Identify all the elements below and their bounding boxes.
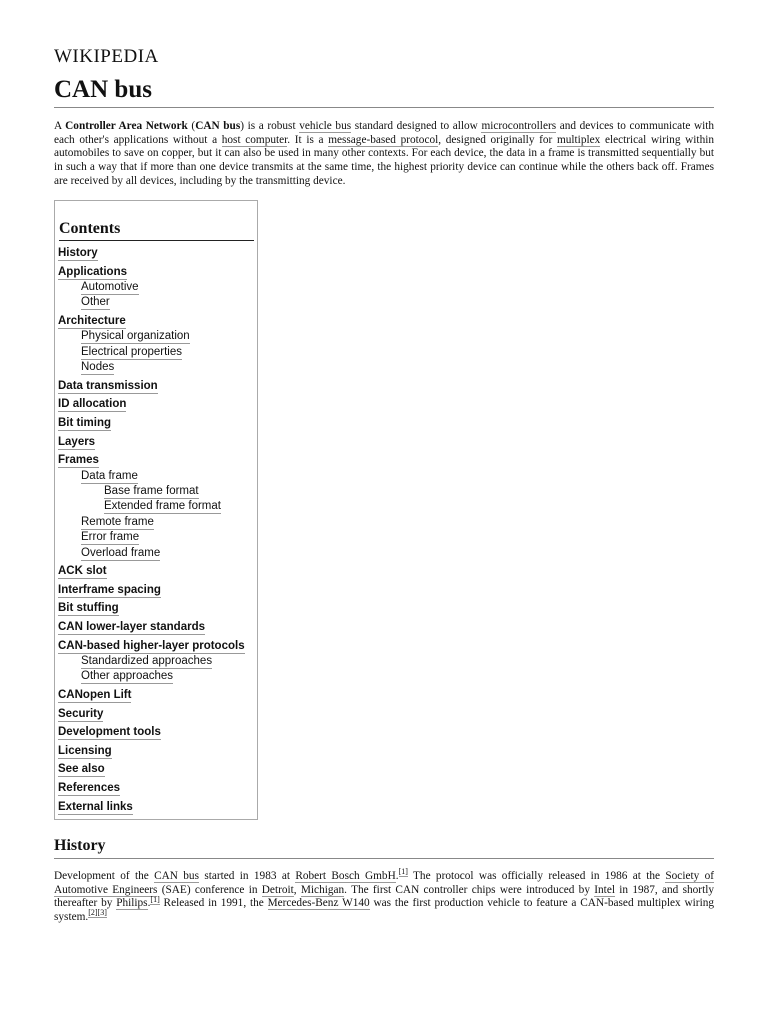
- link-microcontrollers[interactable]: microcontrollers: [481, 120, 557, 132]
- toc-item-bit-stuffing[interactable]: Bit stuffing: [58, 602, 119, 614]
- history-text: ,: [293, 883, 301, 896]
- toc-item-physical-organization[interactable]: Physical organization: [81, 330, 190, 342]
- link-message-based-protocol[interactable]: message-based protocol: [328, 133, 439, 146]
- toc-item-data-frame[interactable]: Data frame: [81, 470, 138, 482]
- history-text: Released in 1991, the: [159, 897, 268, 910]
- link-can-bus[interactable]: CAN bus: [154, 870, 199, 882]
- section-heading-history: History: [54, 837, 106, 854]
- toc-item-error-frame[interactable]: Error frame: [81, 531, 140, 543]
- lead-text: electrical wiring within automobiles to save on copper, but it can also be used in many other contexts. For each device, the data in a frame is transmitted sequentially but in such a way that if more than one device transmits at the same time, the highest priority device can continue while the others back off. Frames are received by all devices, including by the transmitting device.: [54, 133, 715, 187]
- history-text: .: [395, 870, 399, 882]
- toc-item-remote-frame[interactable]: Remote frame: [81, 516, 154, 528]
- link-society-of-automotive-engineers[interactable]: Society of Automotive Engineers: [54, 870, 715, 896]
- link-michigan[interactable]: Michigan: [300, 883, 345, 896]
- link-vehicle-bus[interactable]: vehicle bus: [299, 120, 352, 132]
- lead-text: standard designed to allow: [351, 120, 482, 132]
- toc-item-see-also[interactable]: See also: [58, 763, 105, 775]
- toc-item-interframe-spacing[interactable]: Interframe spacing: [58, 584, 161, 596]
- toc-item-history[interactable]: History: [58, 247, 98, 259]
- lead-text: , designed originally for: [438, 133, 557, 146]
- toc-item-automotive[interactable]: Automotive: [81, 281, 139, 293]
- toc-item-data-transmission[interactable]: Data transmission: [58, 380, 158, 392]
- link-multiplex[interactable]: multiplex: [556, 133, 601, 146]
- history-text: Development of the: [54, 870, 155, 882]
- citation-link[interactable]: [2][3]: [88, 908, 107, 918]
- toc-item-external-links[interactable]: External links: [58, 801, 133, 813]
- toc-item-applications[interactable]: Applications: [58, 266, 128, 278]
- lead-text: (: [187, 120, 196, 132]
- toc-item-standardized-approaches[interactable]: Standardized approaches: [81, 655, 213, 667]
- toc-item-canopen-lift[interactable]: CANopen Lift: [58, 689, 132, 701]
- history-paragraph: [54, 867, 715, 925]
- lead-term-can-bus: CAN bus: [195, 120, 241, 132]
- toc-title: Contents: [59, 219, 254, 241]
- history-text: was the first production vehicle to feature a CAN-based multiplex wiring system.: [54, 897, 715, 924]
- wikipedia-wordmark[interactable]: WIKIPEDIA: [54, 46, 159, 67]
- toc-item-nodes[interactable]: Nodes: [81, 361, 115, 373]
- toc-item-other-approaches[interactable]: Other approaches: [81, 670, 174, 682]
- history-text: .: [147, 897, 151, 910]
- toc-item-layers[interactable]: Layers: [58, 436, 96, 448]
- history-text: The protocol was officially released in 1986 at the: [407, 870, 666, 882]
- toc-item-base-frame-format[interactable]: Base frame format: [104, 485, 199, 497]
- toc-item-architecture[interactable]: Architecture: [58, 315, 126, 327]
- lead-text: . It is a: [287, 133, 329, 146]
- toc-item-references[interactable]: References: [58, 782, 121, 794]
- link-mercedes-benz-w140[interactable]: Mercedes-Benz W140: [267, 897, 370, 910]
- toc-item-licensing[interactable]: Licensing: [58, 745, 112, 757]
- table-of-contents: [54, 200, 258, 820]
- toc-item-can-lower-layer-standards[interactable]: CAN lower-layer standards: [58, 621, 205, 633]
- toc-item-overload-frame[interactable]: Overload frame: [81, 547, 161, 559]
- toc-item-can-based-higher-layer-protocols[interactable]: CAN-based higher-layer protocols: [58, 640, 245, 652]
- lead-text: A: [54, 120, 66, 132]
- link-robert-bosch[interactable]: Robert Bosch GmbH: [295, 870, 396, 882]
- citation-link[interactable]: [1]: [398, 867, 408, 877]
- link-philips[interactable]: Philips: [116, 897, 148, 910]
- lead-term-controller-area-network: Controller Area Network: [65, 120, 188, 132]
- lead-text: ) is a robust: [240, 120, 300, 132]
- toc-item-extended-frame-format[interactable]: Extended frame format: [104, 500, 221, 512]
- history-text: (SAE) conference in: [157, 883, 262, 896]
- toc-item-ack-slot[interactable]: ACK slot: [58, 565, 107, 577]
- toc-item-bit-timing[interactable]: Bit timing: [58, 417, 112, 429]
- link-intel[interactable]: Intel: [594, 883, 615, 896]
- toc-item-electrical-properties[interactable]: Electrical properties: [81, 346, 182, 358]
- link-detroit[interactable]: Detroit: [261, 883, 294, 896]
- history-text: . The first CAN controller chips were introduced by: [344, 883, 595, 896]
- section-divider: [54, 858, 714, 859]
- toc-item-id-allocation[interactable]: ID allocation: [58, 398, 127, 410]
- toc-item-security[interactable]: Security: [58, 708, 104, 720]
- page-title: CAN bus: [54, 76, 152, 103]
- toc-item-frames[interactable]: Frames: [58, 454, 99, 466]
- lead-text: and devices to communicate with each other's applications without a: [54, 120, 715, 146]
- link-host-computer[interactable]: host computer: [221, 133, 288, 146]
- citation-link[interactable]: [1]: [150, 894, 160, 904]
- title-divider: [54, 107, 714, 108]
- history-text: in 1987, and shortly thereafter by: [54, 883, 714, 910]
- history-text: started in 1983 at: [198, 870, 296, 882]
- lead-paragraph: [54, 120, 714, 189]
- toc-item-development-tools[interactable]: Development tools: [58, 726, 161, 738]
- toc-item-other[interactable]: Other: [81, 296, 110, 308]
